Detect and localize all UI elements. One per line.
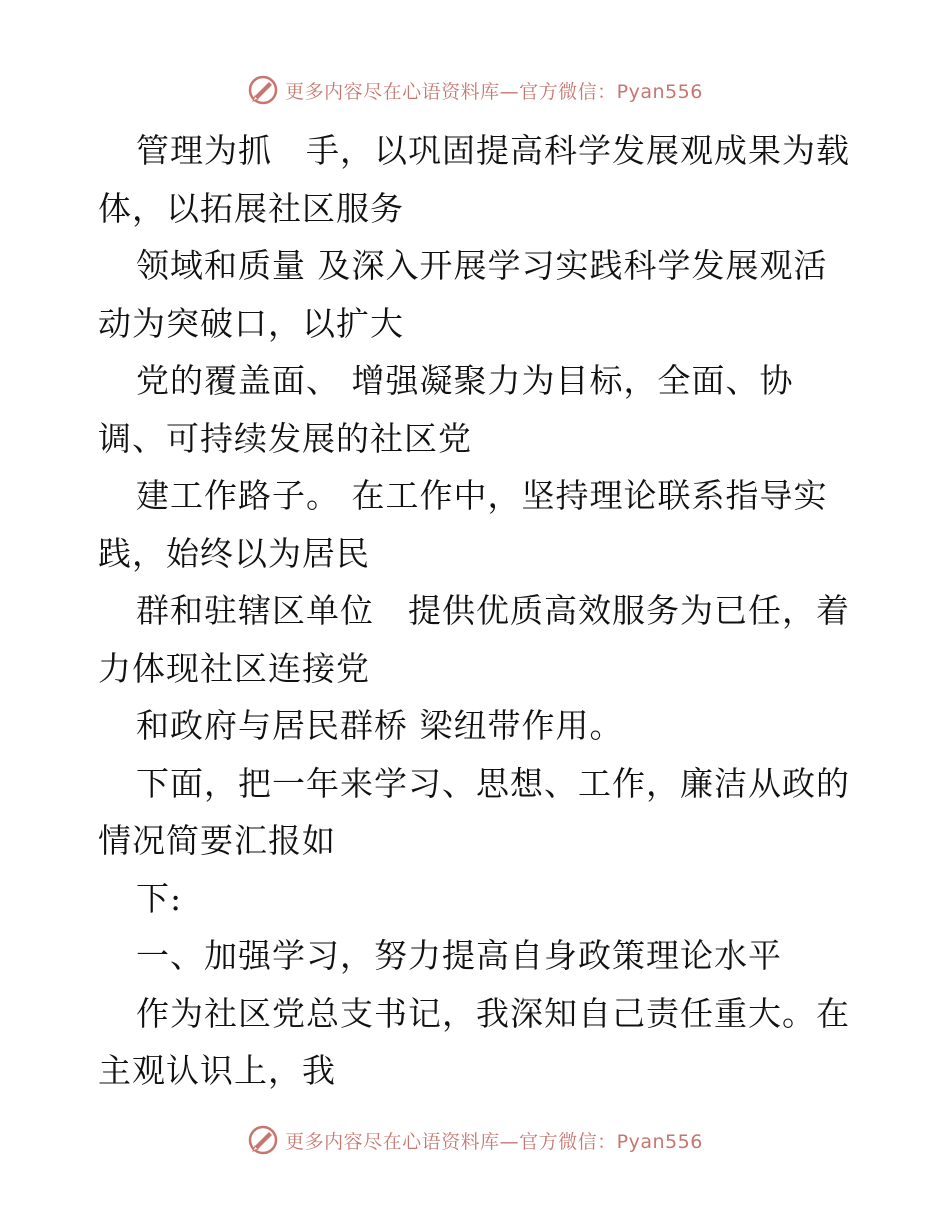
watermark-text: 更多内容尽在心语资料库—官方微信：Pyan556: [285, 1130, 703, 1153]
paragraph: 作为社区党总支书记，我深知自己责任重大。在主观认识上，我: [98, 993, 850, 1090]
paragraph: 领域和质量 及深入开展学习实践科学发展观活动为突破口，以扩大: [98, 246, 828, 343]
paragraph: 下面，把一年来学习、思想、工作，廉洁从政的情况简要汇报如: [98, 763, 850, 860]
paragraph: 和政府与居民群桥 梁纽带作用。: [136, 706, 624, 745]
section-heading: 一、加强学习，努力提高自身政策理论水平: [136, 936, 782, 975]
paragraph: 群和驻辖区单位 提供优质高效服务为已任，着力体现社区连接党: [98, 591, 850, 688]
document-body: [98, 122, 858, 1100]
header-watermark: [0, 72, 950, 108]
footer-watermark: [0, 1122, 950, 1158]
paragraph: 党的覆盖面、 增强凝聚力为目标，全面、协调、可持续发展的社区党: [98, 361, 794, 458]
paragraph: 建工作路子。 在工作中，坚持理论联系指导实践，始终以为居民: [98, 476, 828, 573]
paragraph: 下:: [136, 878, 183, 918]
paragraph: 管理为抓 手，以巩固提高科学发展观成果为载体，以拓展社区服务: [98, 131, 850, 228]
pen-logo-icon: [247, 1124, 279, 1156]
pen-logo-icon: [247, 74, 279, 106]
watermark-text: 更多内容尽在心语资料库—官方微信：Pyan556: [285, 80, 703, 103]
